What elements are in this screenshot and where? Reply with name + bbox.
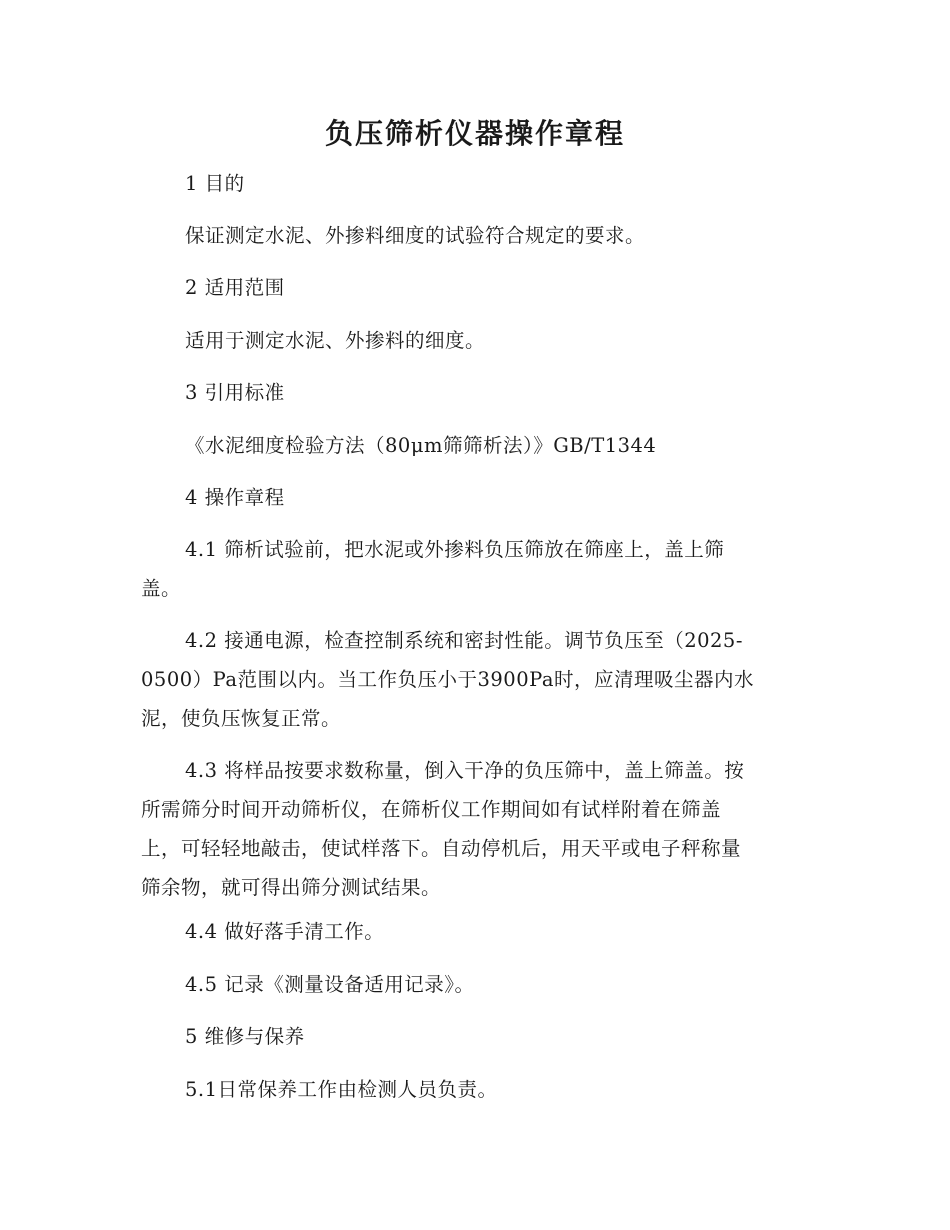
paragraph-4-2-line-3: 泥，使负压恢复正常。 xyxy=(141,707,342,730)
paragraph-4-3-line-3: 上，可轻轻地敲击，使试样落下。自动停机后，用天平或电子秤称量 xyxy=(141,837,742,860)
paragraph-4-3-line-1: 4.3 将样品按要求数称量，倒入干净的负压筛中，盖上筛盖。按 xyxy=(185,759,745,782)
paragraph-5-1: 5.1日常保养工作由检测人员负责。 xyxy=(185,1078,498,1101)
paragraph-4-1-line-2: 盖。 xyxy=(141,577,182,600)
paragraph-4-2-line-2: 0500）Pa范围以内。当工作负压小于3900Pa时，应清理吸尘器内水 xyxy=(141,668,754,691)
paragraph-4-5: 4.5 记录《测量设备适用记录》。 xyxy=(185,973,475,996)
paragraph-scope: 适用于测定水泥、外掺料的细度。 xyxy=(185,329,486,352)
section-heading-scope: 2 适用范围 xyxy=(185,276,285,299)
document-title: 负压筛析仪器操作章程 xyxy=(324,117,625,150)
section-heading-purpose: 1 目的 xyxy=(185,172,245,195)
section-heading-maintenance: 5 维修与保养 xyxy=(185,1025,305,1048)
paragraph-4-2-line-1: 4.2 接通电源，检查控制系统和密封性能。调节负压至（2025- xyxy=(185,629,743,652)
section-heading-references: 3 引用标准 xyxy=(185,381,285,404)
paragraph-4-4: 4.4 做好落手清工作。 xyxy=(185,920,385,943)
paragraph-4-3-line-2: 所需筛分时间开动筛析仪，在筛析仪工作期间如有试样附着在筛盖 xyxy=(141,798,722,821)
paragraph-4-3-line-4: 筛余物，就可得出筛分测试结果。 xyxy=(141,876,442,899)
paragraph-4-1-line-1: 4.1 筛析试验前，把水泥或外掺料负压筛放在筛座上，盖上筛 xyxy=(185,538,725,561)
paragraph-references: 《水泥细度检验方法（80μm筛筛析法）》GB/T1344 xyxy=(185,434,657,457)
section-heading-procedure: 4 操作章程 xyxy=(185,486,285,509)
paragraph-purpose: 保证测定水泥、外掺料细度的试验符合规定的要求。 xyxy=(185,224,646,247)
